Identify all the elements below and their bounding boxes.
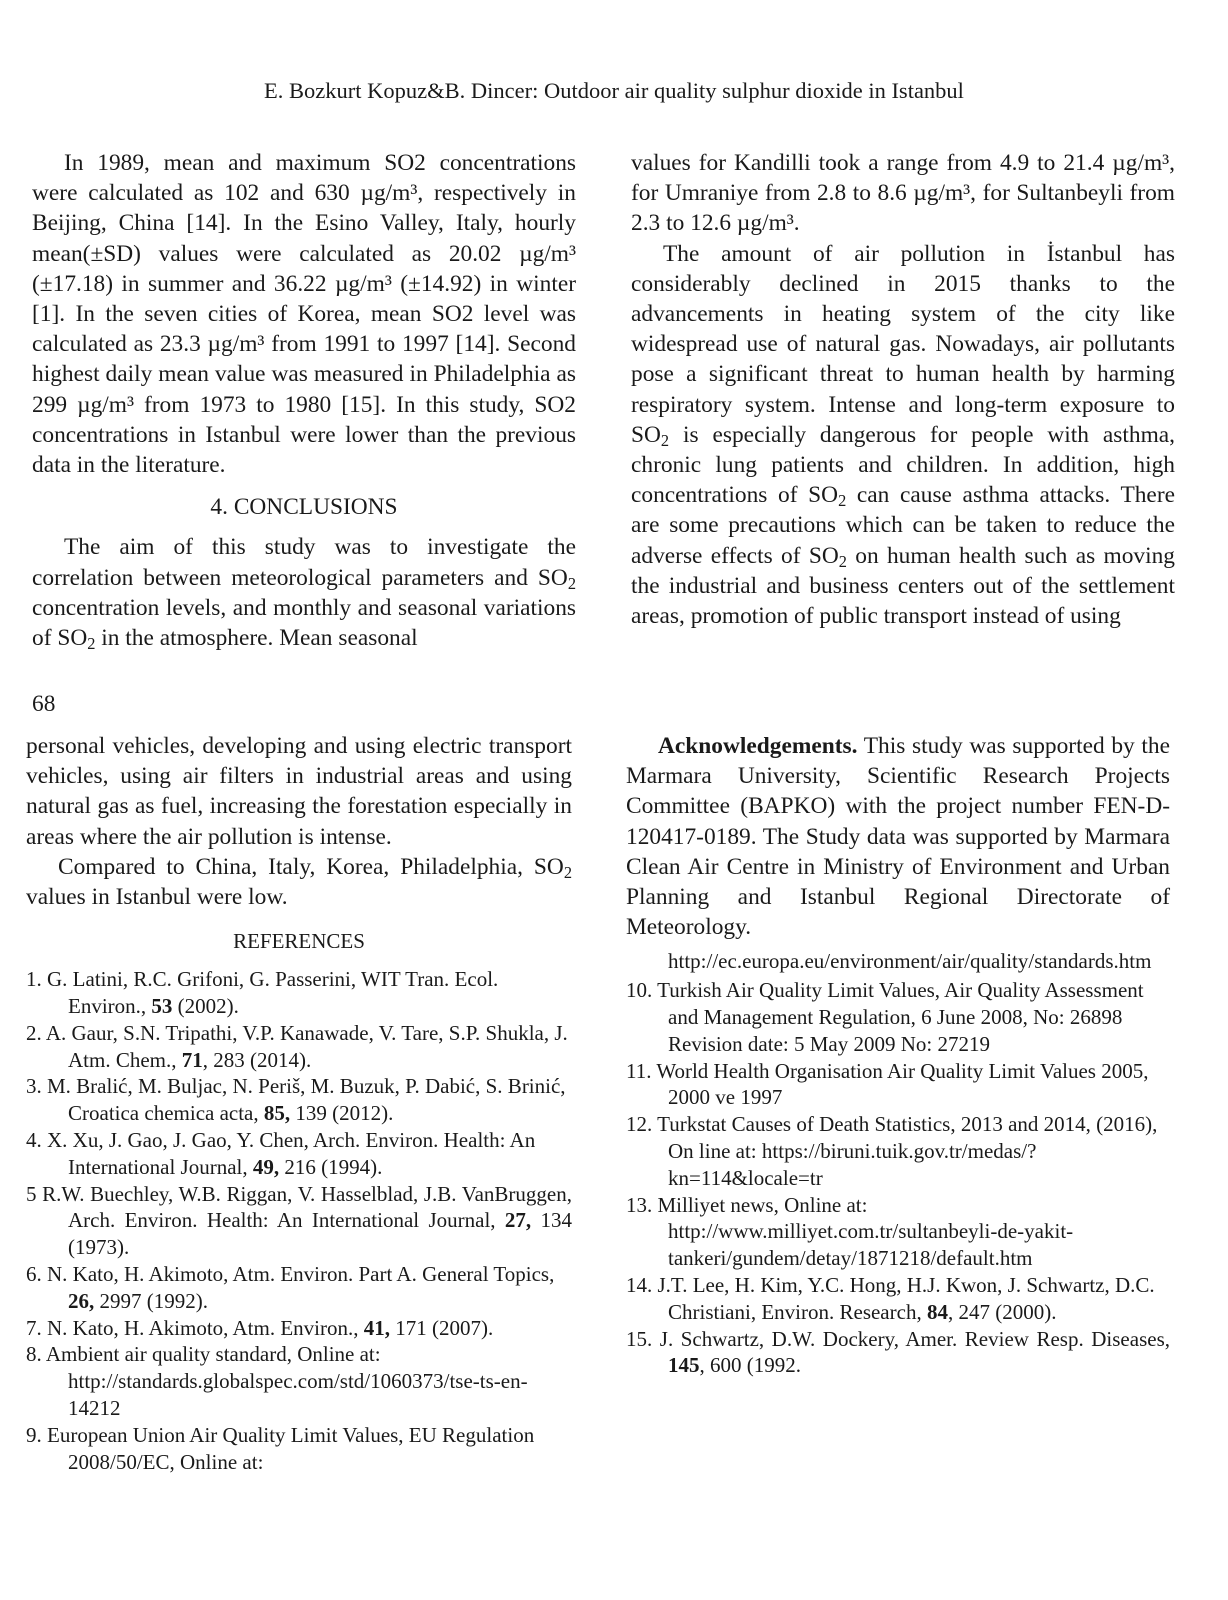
references-title: REFERENCES	[233, 929, 365, 954]
reference-item: 7. N. Kato, H. Akimoto, Atm. Environ., 41, 171 (2007).	[26, 1315, 494, 1340]
reference-item: 1. G. Latini, R.C. Grifoni, G. Passerini, WIT Tran. Ecol. Environ., 53 (2002).	[26, 967, 499, 1019]
page-number: 68	[32, 691, 56, 717]
running-header: E. Bozkurt Kopuz&B. Dincer: Outdoor air quality sulphur dioxide in Istanbul	[264, 78, 964, 103]
reference-item: 9. European Union Air Quality Limit Values, EU Regulation 2008/50/EC, Online at:	[26, 1422, 535, 1474]
column-top-left	[32, 148, 576, 653]
reference-item: 10. Turkish Air Quality Limit Values, Air Quality Assessment and Management Regulation, 6 June 2008, No: 26898 Revision date: 5 May 2009 No: 27219	[626, 978, 1144, 1056]
reference-item: 4. X. Xu, J. Gao, J. Gao, Y. Chen, Arch. Environ. Health: An International Journal, 49, 216 (1994).	[26, 1128, 536, 1179]
paragraph-continued: personal vehicles, developing and using electric transport vehicles, using air filters in industrial areas and using natural gas as fuel, increasing the forestation especially in areas where the air pollution is intense.	[26, 733, 572, 850]
reference-item: 5 R.W. Buechley, W.B. Riggan, V. Hasselblad, J.B. VanBruggen, Arch. Environ. Health: An International Journal, 27, 134 (1973).	[26, 1181, 573, 1260]
reference-item: 11. World Health Organisation Air Quality Limit Values 2005, 2000 ve 1997	[626, 1058, 1149, 1110]
reference-list-left	[26, 966, 572, 1475]
reference-item: 8. Ambient air quality standard, Online at: http://standards.globalspec.com/std/1060373/tse-ts-en-14212	[26, 1342, 528, 1420]
reference-item: 3. M. Bralić, M. Buljac, N. Periš, M. Buzuk, P. Dabić, S. Brinić, Croatica chemica acta, 85, 139 (2012).	[26, 1074, 566, 1126]
paragraph-conclusions: The aim of this study was to investigate the correlation between meteorological parameters and $SO_2$ concentration levels, and monthly and seasonal variations of $SO_2$ in the atmosphere. Mean seasonal	[32, 534, 576, 654]
column-bottom-right	[626, 731, 1170, 1379]
paragraph-comparison: Compared to China, Italy, Korea, Philadelphia, $SO_2$ values in Istanbul were low.	[26, 853, 572, 911]
reference-item: 13. Milliyet news, Online at: http://www.milliyet.com.tr/sultanbeyli-de-yakit-tankeri/gundem/detay/1871218/default.htm	[626, 1192, 1074, 1271]
reference-item: 12. Turkstat Causes of Death Statistics, 2013 and 2014, (2016), On line at: https://biruni.tuik.gov.tr/medas/?kn=114&locale=tr	[626, 1112, 1158, 1190]
paragraph-air-pollution: The amount of air pollution in İstanbul has considerably declined in 2015 thanks to the advancements in heating system of the city like widespread use of natural gas. Nowadays, air pollutants pose a significant threat to human health by harming respiratory system. Intense and long-term exposure to $SO_2$ is especially dangerous for people with asthma, chronic lung patients and children. In addition, high concentrations of $SO_2$ can cause asthma attacks. There are some precautions which can be taken to reduce the adverse effects of $SO_2$ on human health such as moving the industrial and business centers out of the settlement areas, promotion of public transport instead of using	[631, 240, 1175, 630]
reference-9-continuation: http://ec.europa.eu/environment/air/quality/standards.htm	[668, 949, 1152, 974]
reference-item: 2. A. Gaur, S.N. Tripathi, V.P. Kanawade, V. Tare, S.P. Shukla, J. Atm. Chem., 71, 283 (2014).	[26, 1020, 568, 1072]
paragraph-seasonal-values: values for Kandilli took a range from 4.9 to 21.4 µg/m³, for Umraniye from 2.8 to 8.6 µg/m³, for Sultanbeyli from 2.3 to 12.6 µg/m³.	[631, 150, 1175, 237]
section-title-conclusions: 4. CONCLUSIONS	[210, 494, 398, 521]
acknowledgements: Acknowledgements. This study was supported by the Marmara University, Scientific Research Projects Committee (BAPKO) with the project number FEN-D-120417-0189. The Study data was supported by Marmara Clean Air Centre in Ministry of Environment and Urban Planning and Istanbul Regional Directorate of Meteorology.	[626, 733, 1170, 941]
reference-item: 15. J. Schwartz, D.W. Dockery, Amer. Review Resp. Diseases, 145, 600 (1992.	[626, 1326, 1170, 1378]
reference-list-right	[626, 977, 1170, 1379]
column-top-right	[631, 148, 1175, 631]
reference-item: 14. J.T. Lee, H. Kim, Y.C. Hong, H.J. Kwon, J. Schwartz, D.C. Christiani, Environ. Research, 84, 247 (2000).	[626, 1272, 1155, 1324]
reference-item: 6. N. Kato, H. Akimoto, Atm. Environ. Part A. General Topics, 26, 2997 (1992).	[26, 1261, 555, 1313]
column-bottom-left	[26, 731, 572, 1475]
paragraph-so2-comparison: In 1989, mean and maximum SO2 concentrations were calculated as 102 and 630 µg/m³, respectively in Beijing, China [14]. In the Esino Valley, Italy, hourly mean(±SD) values were calculated as 20.02 µg/m³ (±17.18) in summer and 36.22 µg/m³ (±14.92) in winter [1]. In the seven cities of Korea, mean SO2 level was calculated as 23.3 µg/m³ from 1991 to 1997 [14]. Second highest daily mean value was measured in Philadelphia as 299 µg/m³ from 1973 to 1980 [15]. In this study, SO2 concentrations in Istanbul were lower than the previous data in the literature.	[32, 150, 576, 479]
acknowledgements-title: Acknowledgements.	[658, 733, 858, 759]
